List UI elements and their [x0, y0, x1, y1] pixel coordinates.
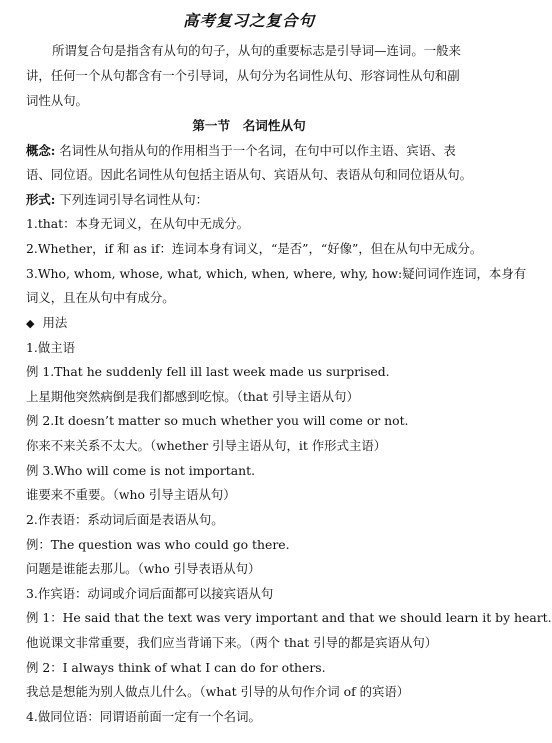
section-heading: 第一节 名词性从句 [192, 118, 306, 133]
form-label: 形式: [26, 192, 56, 207]
body-line: 例 2：I always think of what I can do for others. [26, 660, 326, 675]
body-line: 3.作宾语：动词或介词后面都可以接宾语从句 [26, 586, 274, 601]
item-3-continued: 词义，且在从句中有成分。 [26, 290, 175, 305]
form-text: 下列连词引导名词性从句： [55, 192, 208, 207]
body-line: 4.做同位语：同谓语前面一定有一个名词。 [26, 709, 261, 724]
document-title: 高考复习之复合句 [182, 11, 315, 30]
intro-line-3: 词性从句。 [26, 93, 88, 108]
usage-heading [26, 315, 484, 332]
concept-line-2: 语、同位语。因此名词性从句包括主语从句、宾语从句、表语从句和同位语从句。 [26, 167, 473, 182]
item-3: 3.Who, whom, whose, what, which, when, where, why, how:疑问词作连词，本身有 [26, 266, 527, 281]
body-line: 例 3.Who will come is not important. [26, 463, 256, 478]
body-line: 例：The question was who could go there. [26, 537, 290, 552]
intro-line-1: 所谓复合句是指含有从句的句子，从句的重要标志是引导词—连词。一般来 [52, 43, 461, 58]
concept-text: 名词性从句指从句的作用相当于一个名词，在句中可以作主语、宾语、表 [55, 143, 456, 158]
intro-line-2: 讲，任何一个从句都含有一个引导词，从句分为名词性从句、形容词性从句和副 [26, 68, 460, 83]
body-line: 他说课文非常重要，我们应当背诵下来。（两个 that 引导的都是宾语从句） [26, 635, 438, 650]
item-1: 1.that：本身无词义，在从句中无成分。 [26, 216, 250, 231]
body-line: 例 1.That he suddenly fell ill last week made us surprised. [26, 364, 390, 379]
concept-line-1 [26, 143, 484, 159]
body-line: 例 1：He said that the text was very important and that we should learn it by heart. [26, 610, 552, 625]
body-line: 问题是谁能去那儿。（who 引导表语从句） [26, 561, 261, 576]
form-line [26, 192, 484, 208]
concept-label: 概念: [26, 143, 56, 158]
body-line: 2.作表语：系动词后面是表语从句。 [26, 512, 224, 527]
item-2: 2.Whether，if 和 as if：连词本身有词义，“是否”，“好像”，但在从句中无成分。 [26, 241, 483, 256]
usage-label: 用法 [42, 315, 68, 330]
body-line: 1.做主语 [26, 340, 75, 355]
body-line: 例 2.It doesn’t matter so much whether you will come or not. [26, 413, 409, 428]
body-line: 上星期他突然病倒是我们都感到吃惊。（that 引导主语从句） [26, 389, 359, 404]
body-line: 我总是想能为别人做点儿什么。（what 引导的从句作介词 of 的宾语） [26, 684, 410, 699]
body-line: 你来不来关系不太大。（whether 引导主语从句，it 作形式主语） [26, 438, 387, 453]
diamond-bullet-icon: ◆ [26, 317, 35, 330]
body-line: 谁要来不重要。（who 引导主语从句） [26, 487, 236, 502]
